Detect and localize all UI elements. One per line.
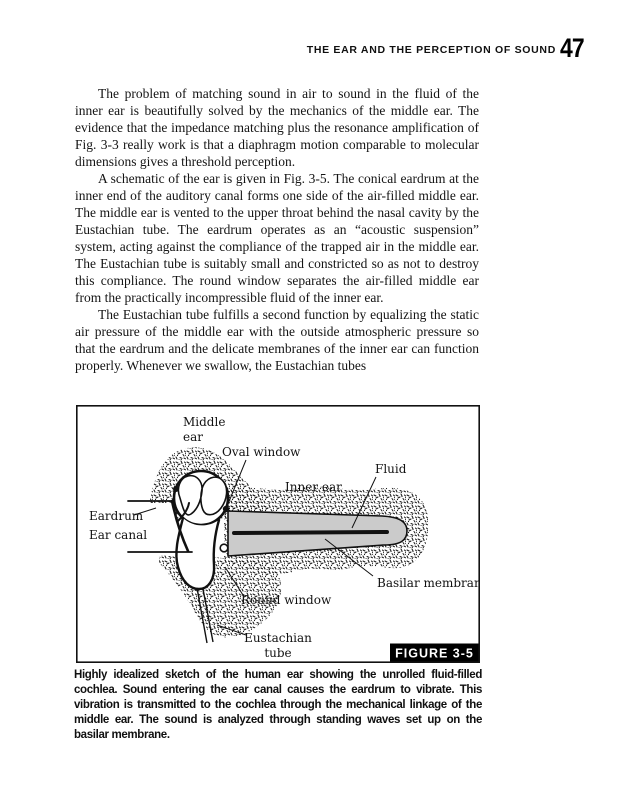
label-middle-ear-line2: ear [183,430,203,444]
running-title: THE EAR AND THE PERCEPTION OF SOUND [306,44,556,56]
paragraph-2: A schematic of the ear is given in Fig. 3-5. The conical eardrum at the inner end of the auditory canal forms one side of the air-filled middle ear. The middle ear is vented to the upper throat behind the nasal cavity by the Eustachian tube. The eardrum operates as an “acoustic suspension” system, acting against the compliance of the trapped air in the middle ear. The Eustachian tube is suitably small and constricted so as not to destroy this compliance. The round window separates the air-filled middle ear from the practically incompressible fluid of the inner ear. [75,171,479,305]
label-oval-window: Oval window [222,445,301,459]
label-eardrum: Eardrum [89,509,144,523]
label-eustachian-line1: Eustachian [244,631,312,645]
page-number: 47 [560,33,584,63]
label-ear-canal: Ear canal [89,528,148,542]
label-middle-ear-line1: Middle [183,415,226,429]
round-window-mark [220,544,228,552]
label-fluid: Fluid [375,462,407,476]
malleus-head [173,486,179,492]
paragraph-3: The Eustachian tube fulfills a second function by equalizing the static air pressure of the middle ear with the outside atmospheric pressure so that the eardrum and the delicate membranes of the inner ear can function properly. Whenever we swallow, the Eustachian tubes [75,307,479,373]
label-inner-ear: Inner ear [285,480,342,494]
label-round-window: Round window [241,593,332,607]
paragraph-1: The problem of matching sound in air to sound in the fluid of the inner ear is beautifully solved by the mechanics of the middle ear. The evidence that the impedance matching plus the resonance amplification of Fig. 3-3 really work is that a diaphragm motion comparable to molecular dimensions gives a threshold perception. [75,86,479,169]
figure-badge-label: FIGURE 3-5 [395,646,474,661]
body-text [75,85,479,374]
label-basilar-membrane: Basilar membrane [377,576,480,590]
figure-3-5 [76,405,480,663]
basilar-membrane-line [234,532,387,533]
label-eustachian-line2: tube [264,646,292,660]
figure-caption: Highly idealized sketch of the human ear showing the unrolled fluid-filled cochlea. Sound entering the ear canal causes the eardrum to vibrate. This vibration is transmitted to the cochlea through the mechanical linkage of the middle ear. The sound is analyzed through standing waves set up on the basilar membrane. [74,669,482,741]
ear-diagram [76,405,480,663]
